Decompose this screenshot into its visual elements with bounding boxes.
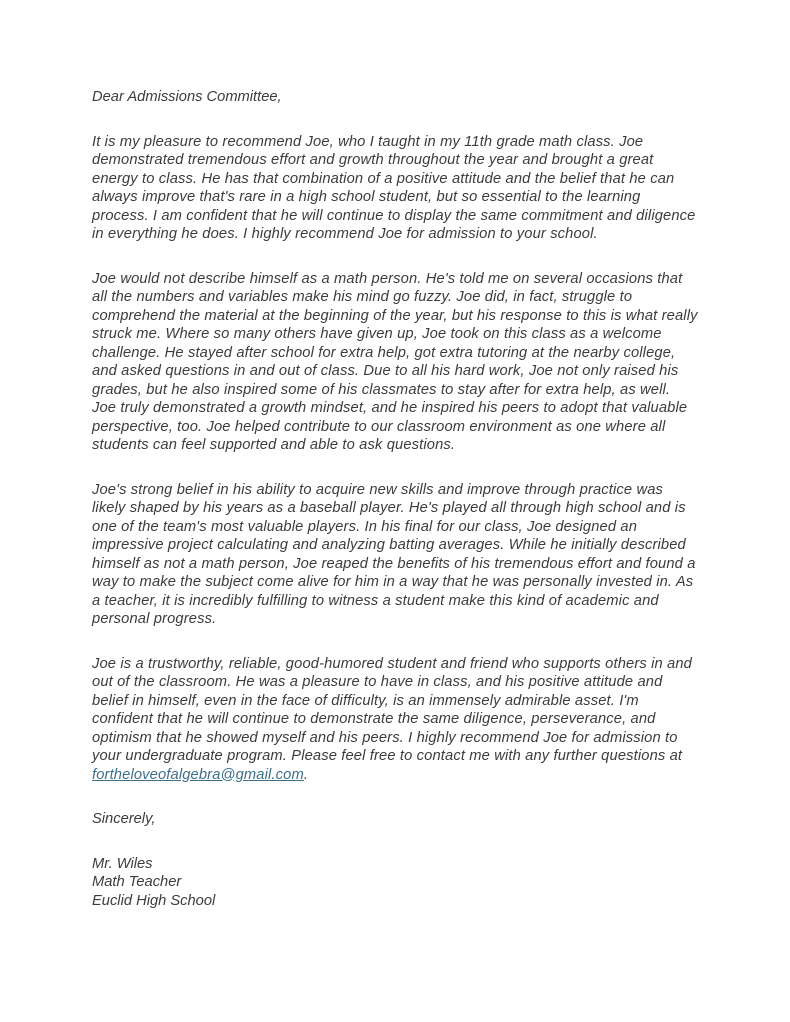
spacer bbox=[92, 829, 698, 855]
letter-body bbox=[92, 88, 698, 910]
spacer bbox=[92, 455, 698, 481]
closing-text-before-link: Joe is a trustworthy, reliable, good-humored student and friend who supports others in and out of the classroom. He was a pleasure to have in class, and his positive attitude and belief in himself, even in the face of difficulty, is an immensely admirable asset. I'm confident that he will continue to demonstrate the same diligence, perseverance, and optimism that he showed myself and his peers. I highly recommend Joe for admission to your undergraduate program. Please feel free to contact me with any further questions at bbox=[92, 655, 692, 764]
spacer bbox=[92, 629, 698, 655]
letter-signoff: Sincerely, bbox=[92, 811, 156, 827]
letter-paragraph-3: Joe's strong belief in his ability to acquire new skills and improve through practice was likely shaped by his years as a baseball player. He's played all through high school and is one of the team's most valuable players. In his final for our class, Joe designed an impressive project calculating and analyzing batting averages. While he initially described himself as not a math person, Joe reaped the benefits of his tremendous effort and found a way to make the subject come alive for him in a way that he was personally invested in. As a teacher, it is incredibly fulfilling to witness a student make this kind of academic and personal progress. bbox=[92, 481, 696, 627]
spacer bbox=[92, 244, 698, 270]
signature-name: Mr. Wiles bbox=[92, 855, 153, 872]
email-link[interactable]: fortheloveofalgebra@gmail.com bbox=[92, 766, 304, 783]
signature-title: Math Teacher bbox=[92, 874, 182, 890]
signature-block bbox=[92, 855, 698, 911]
letter-paragraph-2: Joe would not describe himself as a math person. He's told me on several occasions that all the numbers and variables make his mind go fuzzy. Joe did, in fact, struggle to comprehend the material at the beginning of the year, but his response to this is what really struck me. Where so many others have given up, Joe took on this class as a welcome challenge. He stayed after school for extra help, got extra tutoring at the nearby college, and asked questions in and out of class. Due to all his hard work, Joe not only raised his grades, but he also inspired some of his classmates to stay after for extra help, as well. Joe truly demonstrated a growth mindset, and he inspired his peers to adopt that valuable perspective, too. Joe helped contribute to our classroom environment as one where all students can feel supported and able to ask questions. bbox=[92, 270, 698, 453]
spacer bbox=[92, 784, 698, 810]
closing-text-after-link: . bbox=[303, 766, 309, 783]
letter-paragraph-4 bbox=[92, 655, 698, 785]
spacer bbox=[92, 107, 698, 133]
signature-organization: Euclid High School bbox=[92, 892, 216, 909]
letter-salutation: Dear Admissions Committee, bbox=[92, 89, 282, 105]
letter-paragraph-1: It is my pleasure to recommend Joe, who I taught in my 11th grade math class. Joe demonstrated tremendous effort and growth throughout the year and brought a great energy to class. He has that combination of a positive attitude and the belief that he can always improve that's rare in a high school student, but so essential to the learning process. I am confident that he will continue to display the same commitment and diligence in everything he does. I highly recommend Joe for admission to your school. bbox=[92, 133, 696, 242]
